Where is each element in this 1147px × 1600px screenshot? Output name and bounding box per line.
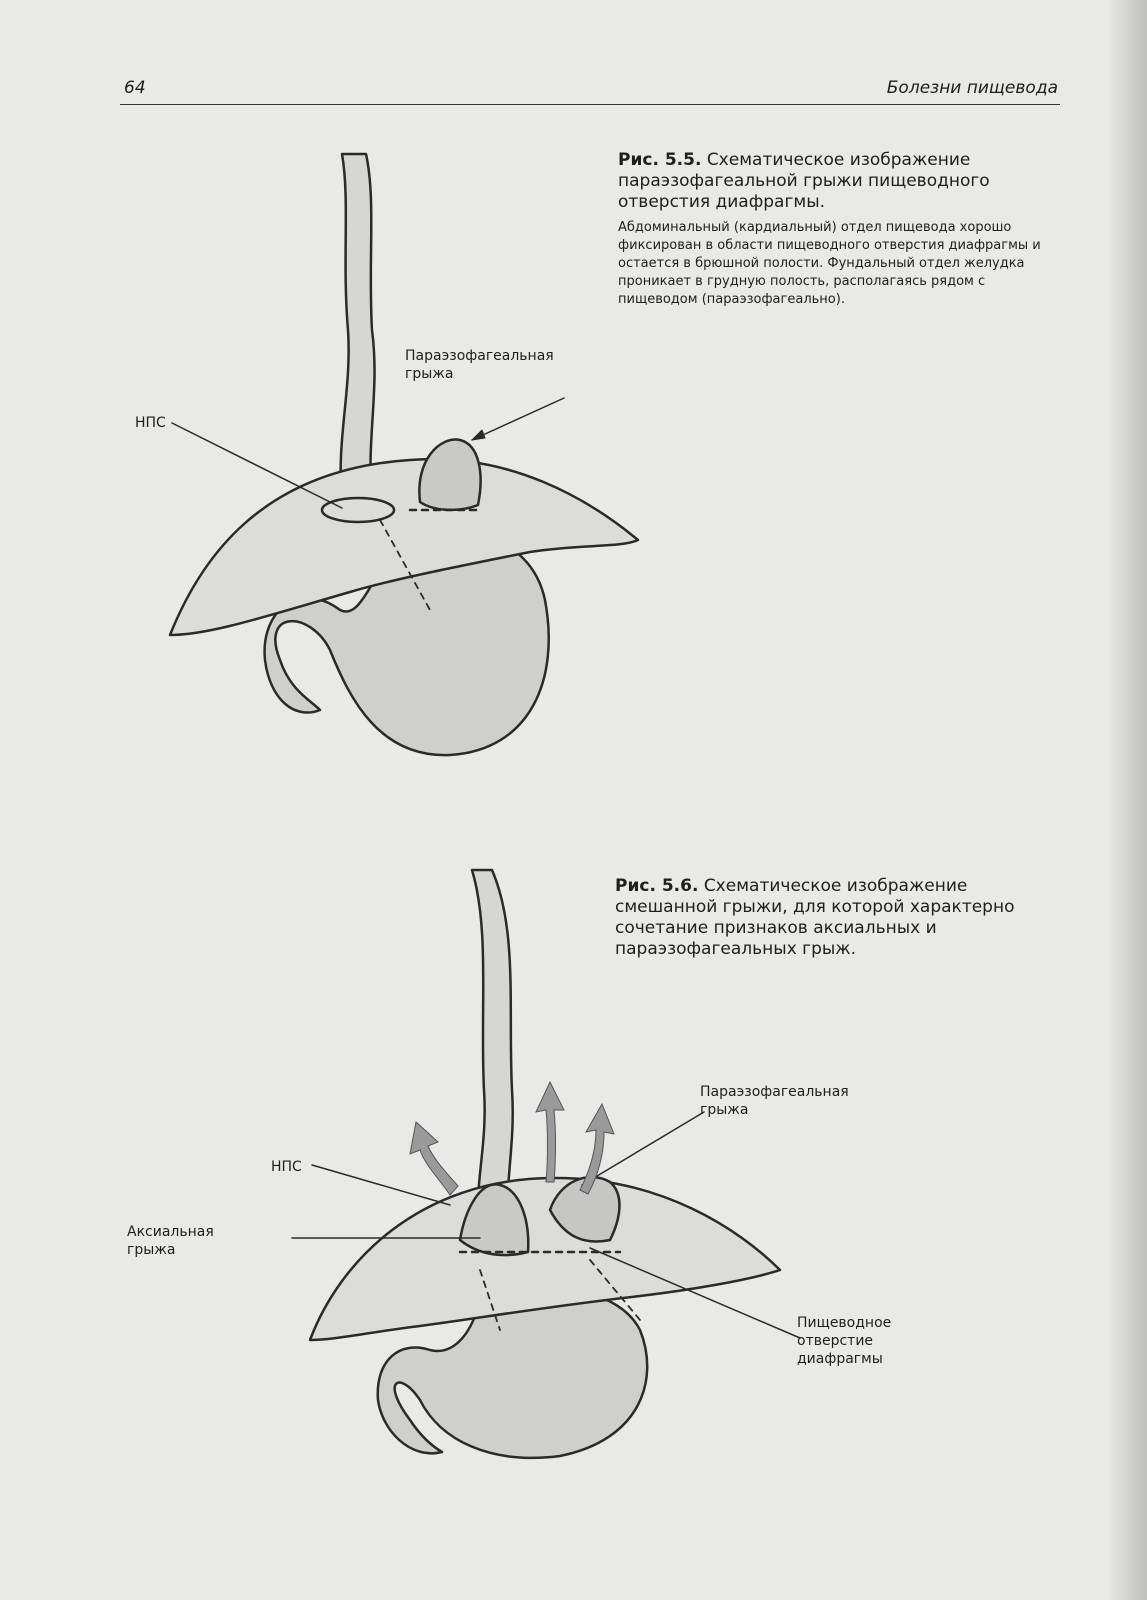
fig56-label-axial: Аксиальная грыжа	[127, 1224, 214, 1258]
esophagus	[341, 154, 375, 502]
figure-5-6-caption	[615, 876, 1058, 966]
fig56-label-hiatus: Пищеводное отверстие диафрагмы	[797, 1315, 892, 1367]
fig56-label-paraesophageal: Параэзофагеальная грыжа	[700, 1084, 849, 1118]
running-title: Болезни пищевода	[886, 78, 1058, 98]
caption-label: Рис. 5.5.	[618, 150, 702, 170]
caption-title: Схематическое изображение параэзофагеальной грыжи пищеводного отверстия диафрагмы.	[618, 150, 990, 212]
hernia-sac	[419, 440, 480, 510]
caption-label: Рис. 5.6.	[615, 876, 699, 896]
caption-text: Абдоминальный (кардиальный) отдел пищевода хорошо фиксирован в области пищеводного отверстия диафрагмы и остается в брюшной полости. Фундальный отдел желудка проникает в грудную полость, располагаясь рядом с пищеводом (параэзофагеально).	[618, 220, 1041, 307]
figure-5-5-illustration	[110, 140, 670, 790]
figure-5-5-caption	[618, 150, 1058, 309]
page-number: 64	[124, 78, 146, 98]
fig55-label-nps: НПС	[135, 415, 166, 431]
page-header	[120, 78, 1060, 105]
arrow-center	[536, 1082, 564, 1182]
page-edge-shadow	[1107, 0, 1147, 1600]
fig56-label-nps: НПС	[271, 1159, 302, 1175]
fig55-label-paraesophageal: Параэзофагеальная грыжа	[405, 348, 554, 382]
arrow-left	[410, 1122, 458, 1195]
caption-title: Схематическое изображение смешанной грыжи, для которой характерно сочетание признаков аксиальных и параэзофагеальных грыж.	[615, 876, 1015, 959]
